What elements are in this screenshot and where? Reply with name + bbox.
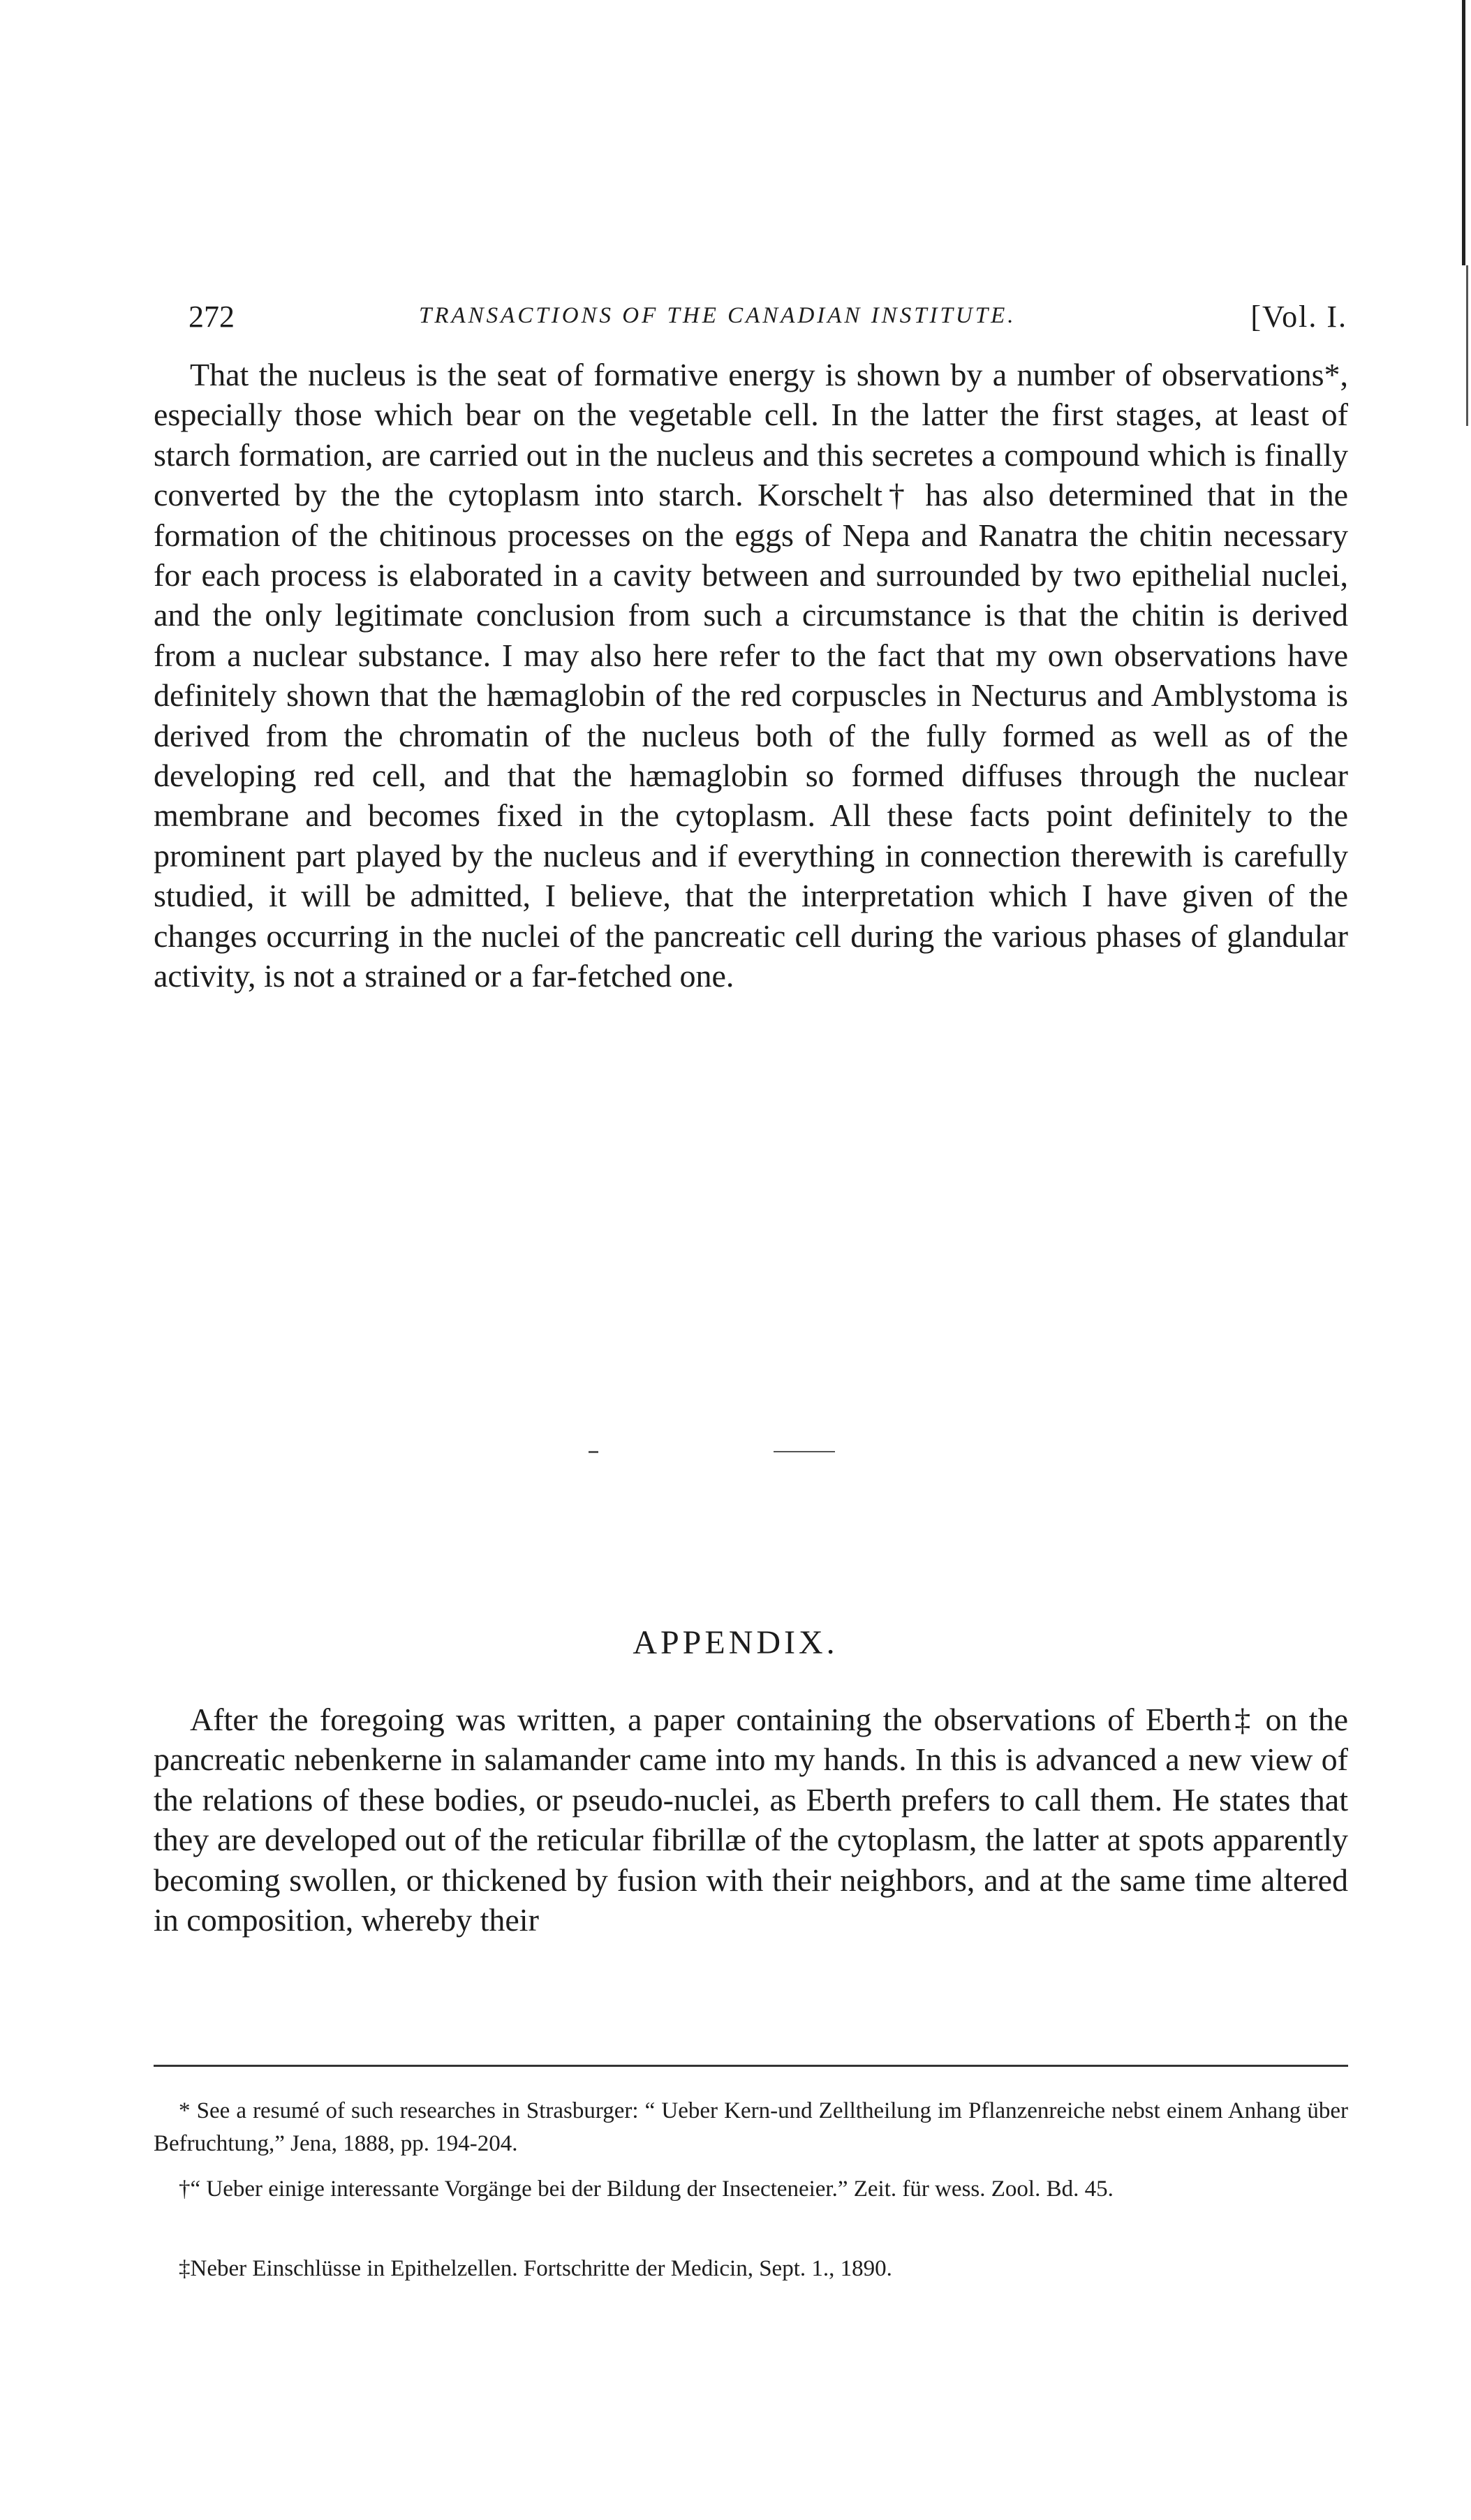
footnote-3: ‡Neber Einschlüsse in Epithelzellen. Fortschritte der Medicin, Sept. 1., 1890. [179,2256,892,2281]
separator-dash [774,1451,835,1452]
footnote-2: †“ Ueber einige interessante Vorgänge bei der Bildung der Insecteneier.” Zeit. für wess. Zool. Bd. 45. [179,2176,1114,2202]
binding-edge-mark [1462,0,1465,265]
journal-title: TRANSACTIONS OF THE CANADIAN INSTITUTE. [419,303,1017,328]
separator-dash [589,1451,598,1453]
page-number: 272 [189,300,235,334]
footnote-1: * See a resumé of such researches in Strasburger: “ Ueber Kern-und Zelltheilung im Pflanzenreiche nebst einem Anhang über Befruchtung,” Jena, 1888, pp. 194-204. [154,2098,1348,2156]
running-head [189,299,1347,341]
footnote-divider [154,2065,1348,2067]
volume-label: [Vol. I. [1250,300,1347,334]
binding-edge-mark-lower [1466,265,1468,426]
body-paragraph: That the nucleus is the seat of formative energy is shown by a number of observations*, especially those which bear on the vegetable cell. In the latter the first stages, at least of starch formation, are carried out in the nucleus and this secretes a compound which is finally converted by the the cytoplasm into starch. Korschelt† has also determined that in the formation of the chitinous processes on the eggs of Nepa and Ranatra the chitin necessary for each process is elaborated in a cavity between and surrounded by two epithelial nuclei, and the only legitimate conclusion from such a circumstance is that the chitin is derived from a nuclear substance. I may also here refer to the fact that my own observations have definitely shown that the hæmaglobin of the red corpuscles in Necturus and Amblystoma is derived from the chromatin of the nucleus both of the fully formed as well as of the developing red cell, and that the hæmaglobin so formed diffuses through the nuclear membrane and becomes fixed in the cytoplasm. All these facts point definitely to the prominent part played by the nucleus and if everything in connection therewith is carefully studied, it will be admitted, I believe, that the interpretation which I have given of the changes occurring in the nuclei of the pancreatic cell during the various phases of glandular activity, is not a strained or a far-fetched one. [154,357,1348,994]
appendix-paragraph: After the foregoing was written, a paper containing the observations of Eberth‡ on the pancreatic nebenkerne in salamander came into my hands. In this is advanced a new view of the relations of these bodies, or pseudo-nuclei, as Eberth prefers to call them. He states that they are developed out of the reticular fibrillæ of the cytoplasm, the latter at spots apparently becoming swollen, or thickened by fusion with their neighbors, and at the same time altered in composition, whereby their [154,1702,1348,1938]
appendix-heading: APPENDIX. [633,1624,838,1661]
section-separator [0,1451,1471,1454]
